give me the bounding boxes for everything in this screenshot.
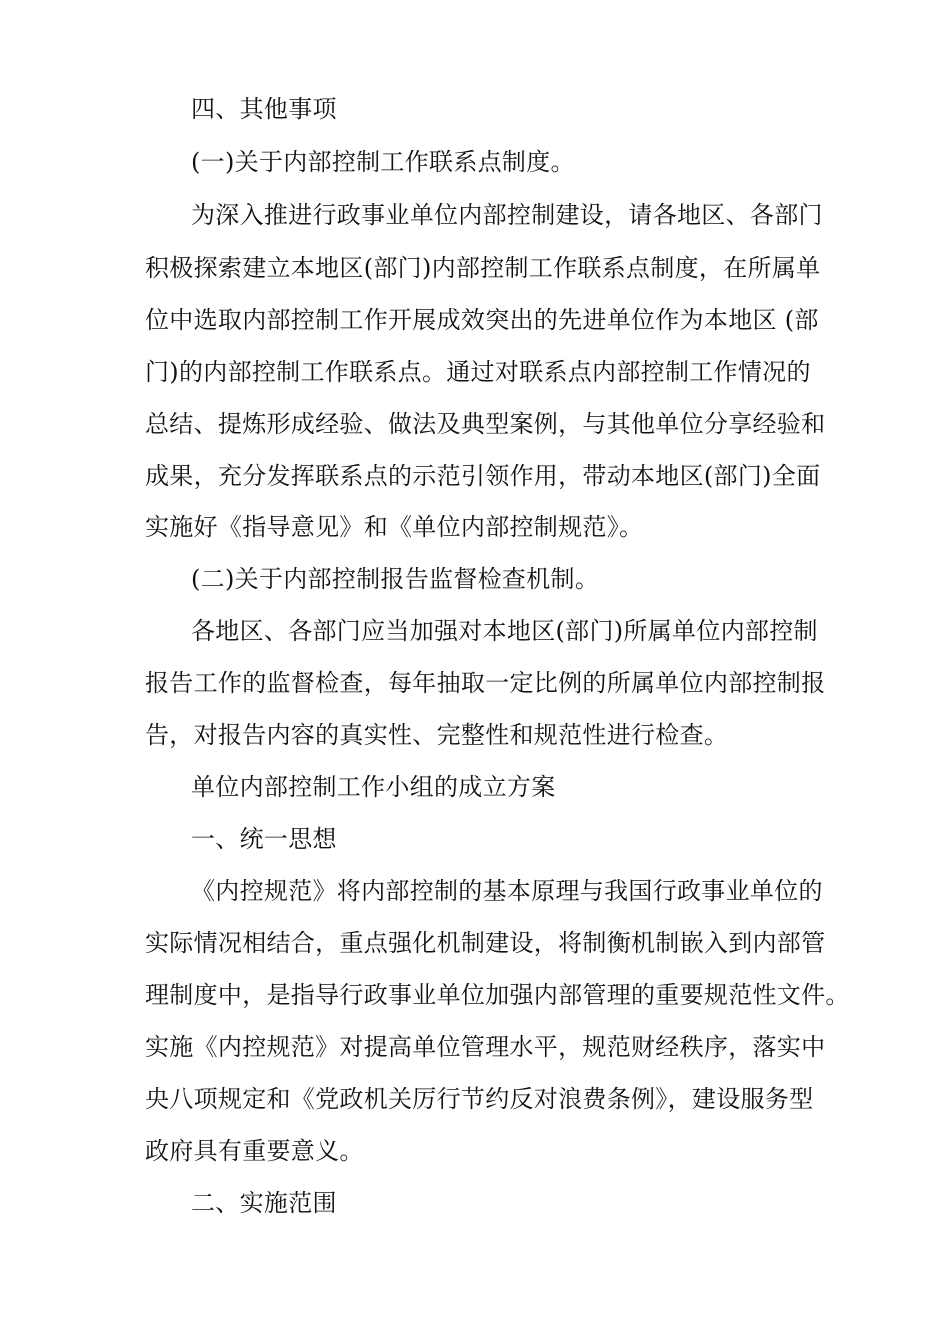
paragraph-line: 位中选取内部控制工作开展成效突出的先进单位作为本地区 (部	[145, 306, 819, 334]
paragraph-line: 实际情况相结合，重点强化机制建设，将制衡机制嵌入到内部管	[145, 929, 826, 957]
paragraph-line: 门)的内部控制工作联系点。通过对联系点内部控制工作情况的	[145, 358, 811, 386]
paragraph-line: 告，对报告内容的真实性、完整性和规范性进行检查。	[145, 721, 729, 749]
paragraph-line: 政府具有重要意义。	[145, 1137, 364, 1165]
paragraph-line: 《内控规范》将内部控制的基本原理与我国行政事业单位的	[191, 877, 823, 905]
subheading-contact-point-system: (一)关于内部控制工作联系点制度。	[191, 148, 575, 176]
paragraph-line: 报告工作的监督检查，每年抽取一定比例的所属单位内部控制报	[145, 669, 826, 697]
paragraph-line: 总结、提炼形成经验、做法及典型案例，与其他单位分享经验和	[145, 410, 826, 438]
paragraph-line: 各地区、各部门应当加强对本地区(部门)所属单位内部控制	[191, 617, 818, 645]
section-heading-unify-thinking: 一、统一思想	[191, 825, 337, 853]
paragraph-line: 成果，充分发挥联系点的示范引领作用，带动本地区(部门)全面	[145, 462, 821, 490]
subheading-report-supervision: (二)关于内部控制报告监督检查机制。	[191, 565, 600, 593]
paragraph-line: 理制度中，是指导行政事业单位加强内部管理的重要规范性文件。	[145, 981, 850, 1009]
paragraph-line: 为深入推进行政事业单位内部控制建设，请各地区、各部门	[191, 201, 823, 229]
paragraph-line: 实施《内控规范》对提高单位管理水平，规范财经秩序，落实中	[145, 1033, 826, 1061]
paragraph-line: 实施好《指导意见》和《单位内部控制规范》。	[145, 513, 644, 541]
section-heading-other-matters: 四、其他事项	[191, 95, 337, 123]
section-heading-scope: 二、实施范围	[191, 1189, 337, 1217]
paragraph-line: 积极探索建立本地区(部门)内部控制工作联系点制度，在所属单	[145, 254, 821, 282]
plan-title: 单位内部控制工作小组的成立方案	[191, 773, 556, 801]
paragraph-line: 央八项规定和《党政机关厉行节约反对浪费条例》，建设服务型	[145, 1085, 814, 1113]
